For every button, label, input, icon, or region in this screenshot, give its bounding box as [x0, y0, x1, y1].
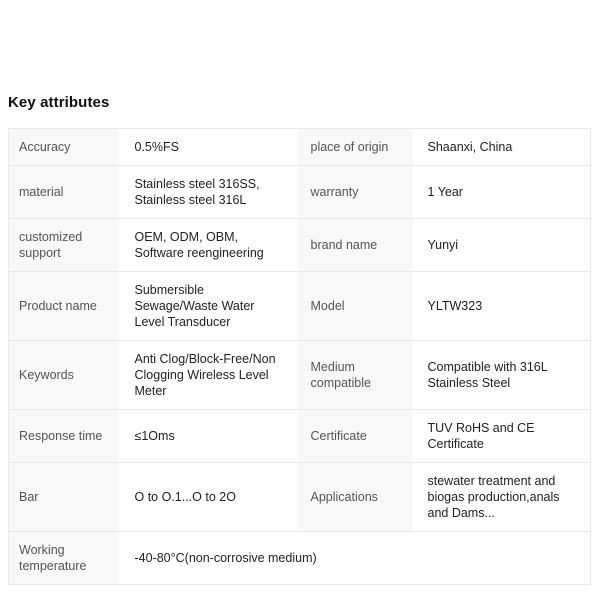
- attr-label: Response time: [9, 410, 119, 463]
- attr-value: OEM, ODM, OBM, Software reengineering: [119, 219, 298, 272]
- attr-label: Certificate: [298, 410, 413, 463]
- table-row: [9, 410, 591, 463]
- attr-value: Shaanxi, China: [413, 129, 591, 166]
- table-row: [9, 166, 591, 219]
- attr-label: Keywords: [9, 341, 119, 410]
- attr-label: Applications: [298, 463, 413, 532]
- attr-label: Product name: [9, 272, 119, 341]
- attr-label: Medium compatible: [298, 341, 413, 410]
- attr-value: 0.5%FS: [119, 129, 298, 166]
- attr-value: O to O.1...O to 2O: [119, 463, 298, 532]
- table-row: [9, 272, 591, 341]
- table-row: [9, 341, 591, 410]
- attr-label: place of origin: [298, 129, 413, 166]
- attr-label: Model: [298, 272, 413, 341]
- attr-label: warranty: [298, 166, 413, 219]
- attr-value: ≤1Oms: [119, 410, 298, 463]
- table-row: [9, 129, 591, 166]
- attr-value: stewater treatment and biogas production,anals and Dams...: [413, 463, 591, 532]
- attr-label: Bar: [9, 463, 119, 532]
- attr-value: Submersible Sewage/Waste Water Level Transducer: [119, 272, 298, 341]
- attr-value: Compatible with 316L Stainless Steel: [413, 341, 591, 410]
- table-row: [9, 463, 591, 532]
- attr-value: 1 Year: [413, 166, 591, 219]
- attr-value: Anti Clog/Block-Free/Non Clogging Wireless Level Meter: [119, 341, 298, 410]
- attr-value: YLTW323: [413, 272, 591, 341]
- attr-value: Stainless steel 316SS, Stainless steel 316L: [119, 166, 298, 219]
- attr-label: customized support: [9, 219, 119, 272]
- attr-label: Accuracy: [9, 129, 119, 166]
- key-attributes-heading: Key attributes: [8, 94, 110, 111]
- table-row: [9, 219, 591, 272]
- table-row: [9, 532, 591, 585]
- attr-value: TUV RoHS and CE Certificate: [413, 410, 591, 463]
- attr-label: Working temperature: [9, 532, 119, 585]
- attr-value: -40-80°C(non-corrosive medium): [119, 532, 591, 585]
- attr-label: brand name: [298, 219, 413, 272]
- attr-value: Yunyi: [413, 219, 591, 272]
- attr-label: material: [9, 166, 119, 219]
- attributes-table: [8, 128, 591, 585]
